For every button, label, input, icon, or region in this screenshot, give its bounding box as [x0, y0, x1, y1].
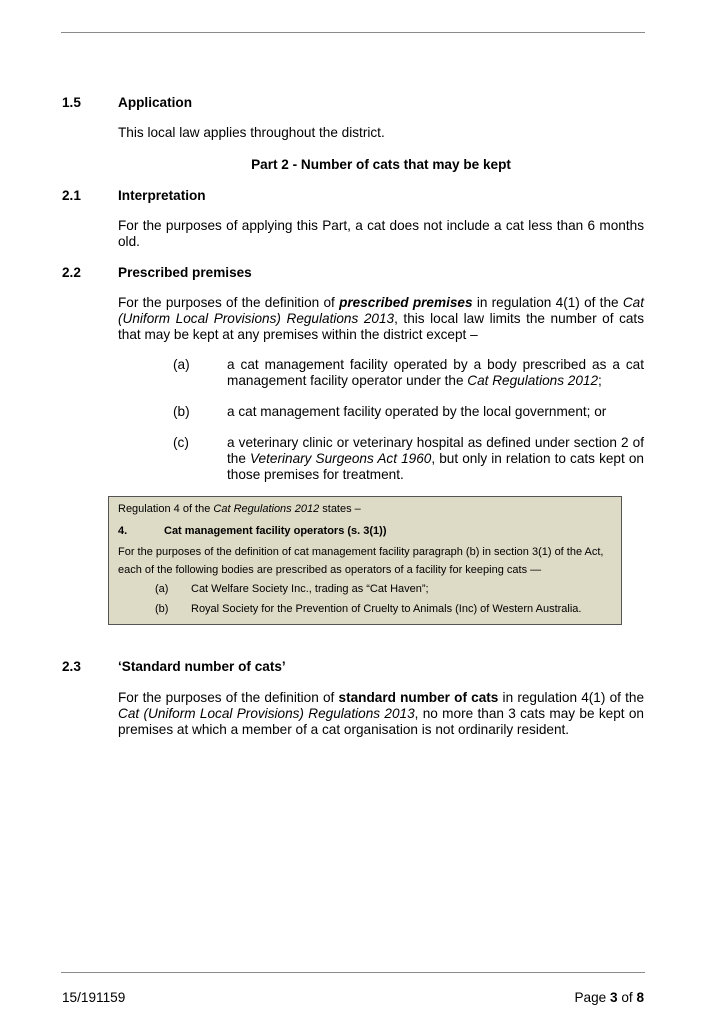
regulation-title: Cat Regulations 2012: [213, 503, 320, 515]
defined-term: prescribed premises: [339, 295, 473, 310]
list-label: (a): [173, 357, 190, 372]
text-run: a veterinary clinic or veterinary hospital as defined under section 2 of the: [227, 435, 644, 466]
section-title: Prescribed premises: [118, 265, 252, 280]
text-run: Regulation 4 of the: [118, 503, 214, 515]
note-item-label: (a): [155, 583, 169, 595]
page-number: [574, 990, 644, 1005]
page-total: 8: [636, 990, 644, 1005]
section-title: Interpretation: [118, 188, 206, 203]
text-run: in regulation 4(1) of the: [498, 690, 645, 705]
text-run: a cat management facility operated by the local government; or: [227, 404, 607, 419]
regulation-title: Cat (Uniform Local Provisions) Regulations 2013: [118, 295, 644, 326]
act-title: Veterinary Surgeons Act 1960: [250, 451, 432, 466]
note-item: Cat Welfare Society Inc., trading as “Cat Haven”;: [191, 583, 429, 595]
list-item: [227, 357, 644, 389]
section-number: 1.5: [62, 95, 81, 110]
defined-term: standard number of cats: [338, 690, 499, 705]
section-title: Application: [118, 95, 193, 110]
section-text: This local law applies throughout the district.: [118, 125, 385, 140]
note-body: For the purposes of the definition of cat management facility paragraph (b) in section 3(1) of the Act, each of the following bodies are prescribed as operators of a facility for keeping cats —: [118, 546, 604, 576]
note-heading: Cat management facility operators (s. 3(1)): [164, 525, 387, 537]
regulation-note-box: [108, 496, 622, 625]
list-item: [227, 404, 644, 420]
text-run: For the purposes of the definition of: [118, 295, 340, 310]
of-word: of: [617, 990, 637, 1005]
section-number: 2.3: [62, 659, 81, 674]
regulation-title: Cat (Uniform Local Provisions) Regulations 2013: [118, 706, 415, 721]
text-run: states –: [319, 503, 361, 515]
text-run: , but only in relation to cats kept on those premises for treatment.: [227, 451, 644, 482]
document-reference: 15/191159: [62, 990, 126, 1005]
section-title: ‘Standard number of cats’: [118, 659, 286, 674]
text-run: in regulation 4(1) of the: [472, 295, 623, 310]
list-label: (c): [173, 435, 189, 450]
section-text: For the purposes of applying this Part, a cat does not include a cat less than 6 months old.: [118, 218, 644, 249]
header-rule: [61, 32, 645, 33]
list-item: [227, 435, 644, 483]
footer-rule: [61, 972, 645, 973]
section-text: [118, 295, 644, 343]
text-run: , this local law limits the number of cats that may be kept at any premises within the district except –: [118, 311, 645, 342]
note-intro: [118, 503, 361, 515]
page-word: Page: [574, 990, 610, 1005]
list-label: (b): [173, 404, 190, 419]
note-item-label: (b): [155, 603, 169, 615]
text-run: , no more than 3 cats may be kept on premises at which a member of a cat organisation is not ordinarily resident.: [118, 706, 644, 737]
text-run: a cat management facility operated by a body prescribed as a cat management facility operator under the: [227, 357, 644, 388]
regulation-title: Cat Regulations 2012: [467, 373, 599, 388]
page-current: 3: [609, 990, 618, 1005]
note-heading-number: 4.: [118, 525, 128, 537]
part-heading: Part 2 - Number of cats that may be kept: [251, 157, 511, 172]
text-run: For the purposes of the definition of: [118, 690, 339, 705]
section-text: [118, 690, 644, 738]
text-run: ;: [598, 373, 602, 388]
note-item: Royal Society for the Prevention of Cruelty to Animals (Inc) of Western Australia.: [191, 603, 582, 615]
section-number: 2.2: [62, 265, 81, 280]
section-number: 2.1: [62, 188, 81, 203]
